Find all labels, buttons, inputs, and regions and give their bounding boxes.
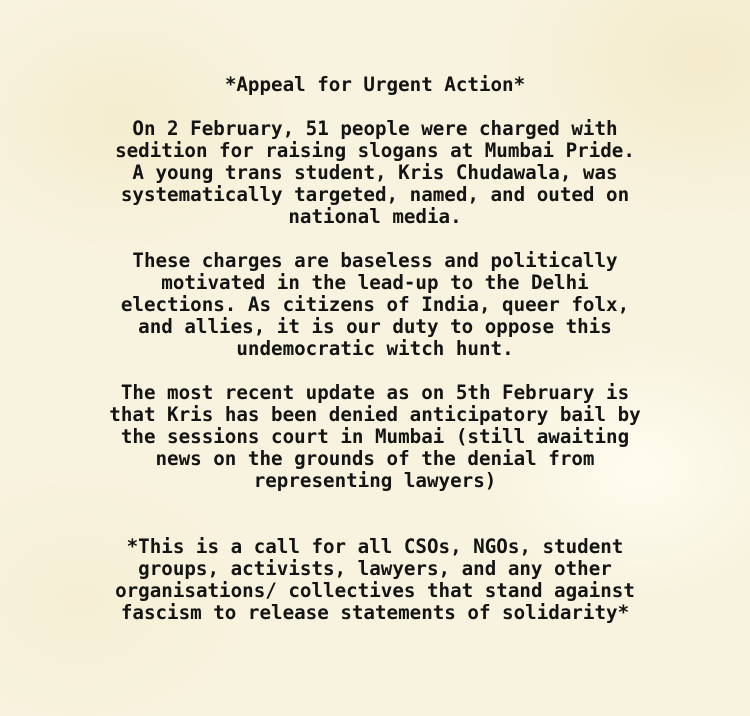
text-line: elections. As citizens of India, queer folx, [120, 293, 630, 316]
text-line: A young trans student, Kris Chudawala, was [132, 161, 618, 184]
text-line: that Kris has been denied anticipatory bail by [109, 403, 641, 426]
text-line: *This is a call for all CSOs, NGOs, student [126, 535, 624, 558]
text-line: national media. [288, 205, 462, 228]
text-line: These charges are baseless and politically [132, 249, 618, 272]
spacer [0, 514, 750, 536]
text-line: motivated in the lead-up to the Delhi [161, 271, 589, 294]
text-line: systematically targeted, named, and outed on [120, 183, 630, 206]
text-line: undemocratic witch hunt. [236, 337, 514, 360]
text-line: news on the grounds of the denial from [155, 447, 595, 470]
text-line: and allies, it is our duty to oppose this [138, 315, 612, 338]
text-line: organisations/ collectives that stand against [115, 579, 635, 602]
paragraph-charges [0, 118, 750, 228]
text-line: On 2 February, 51 people were charged with [132, 117, 618, 140]
paragraph-call-to-action [0, 536, 750, 624]
paragraph-baseless [0, 250, 750, 360]
title-line: *Appeal for Urgent Action* [224, 73, 526, 96]
text-line: fascism to release statements of solidarity* [120, 601, 630, 624]
appeal-title [0, 74, 750, 96]
text-line: groups, activists, lawyers, and any other [138, 557, 612, 580]
text-line: the sessions court in Mumbai (still awaiting [120, 425, 630, 448]
text-line: sedition for raising slogans at Mumbai Pride. [115, 139, 635, 162]
appeal-text-body [0, 74, 750, 646]
text-line: representing lawyers) [253, 469, 497, 492]
text-line: The most recent update as on 5th February is [120, 381, 630, 404]
paragraph-update [0, 382, 750, 492]
